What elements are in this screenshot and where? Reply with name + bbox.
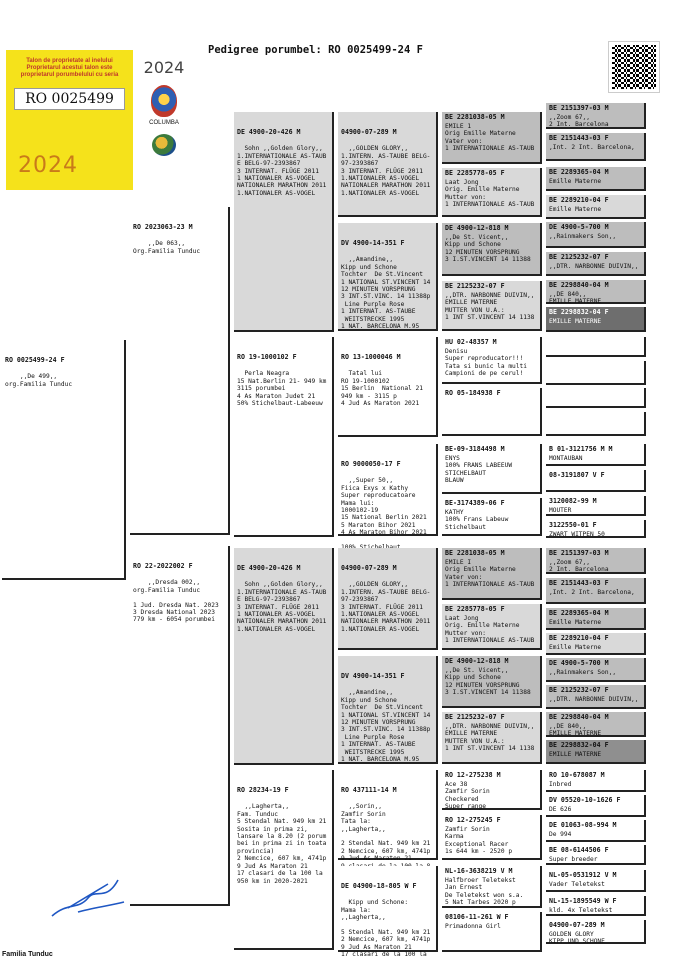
pigeon-card-gen5 <box>442 337 542 384</box>
card-ring: DE 4900-20-426 M <box>237 127 301 136</box>
card-text: MONTAUBAN <box>549 454 583 462</box>
pigeon-card-gen6-empty <box>546 337 646 357</box>
pigeon-card-gen6-empty <box>546 361 646 385</box>
pigeon-card-gen5 <box>442 815 542 860</box>
pigeon-card-ggp <box>338 656 438 764</box>
card-text: Ace 38 Zamfir Sorin Checkered Super range <box>445 780 490 811</box>
card-ring: BE 2125232-07 F <box>549 253 609 261</box>
pigeon-card-dam <box>130 546 230 906</box>
card-ring: RO 9000050-17 F <box>341 459 401 468</box>
card-ring: DE 4900-20-426 M <box>237 563 301 572</box>
card-text: De 994 <box>549 830 572 838</box>
card-ring: NL-15-1895549 W F <box>549 897 617 905</box>
pigeon-card-gen6 <box>546 167 646 191</box>
card-text: Laat Jong Orig. Emille Materne Mutter von: 1 INTERNATIONALE AS-TAUB <box>445 178 535 209</box>
pigeon-card-gen6 <box>546 520 646 538</box>
card-text: ,,Super 50,, Fiica Exys x Kathy Super reproducatoare Mama lui: 1000102-19 15 National Berlin 2021 5 Maraton Bihor 2021 4 As Maraton Bihor 2021 <box>341 477 427 537</box>
card-text: ,,Zoom 67,, 2 Int. Barcelona <box>549 558 609 574</box>
pigeon-card-gen6 <box>546 252 646 276</box>
card-text: ,,Rainmakers Son,, <box>549 668 617 676</box>
card-text: Perla Neagra 15 Nat.Berlin 21- 949 km 3115 porumbei 4 As Maraton Judet 21 50% Stichelbaut-Labeeuw <box>237 370 327 407</box>
pigeon-card-gen6 <box>546 548 646 574</box>
pigeon-card-gen6 <box>546 133 646 161</box>
card-text: kld. 4x Teletekst <box>549 906 613 914</box>
pigeon-card-grandparent <box>234 548 334 765</box>
card-ring: 3122550-01 F <box>549 521 597 529</box>
card-ring: BE 2125232-07 F <box>445 713 505 721</box>
card-text: ,,DTR. NARBONNE DUIVIN,, EMILLE MATERNE MUTTER VON U.A.: 1 INT ST.VINCENT 14 1138 <box>445 722 535 753</box>
card-text: Sohn ,,Golden Glory,, 1.INTERNATIONALE AS-TAUB E BELG-97-2393867 3 INTERNAT. FLÜGE 2011 1 NATIONALER AS-VOGEL NATIONALER MARATHON 2011 1.NATIONALER AS-VOGEL <box>237 145 327 197</box>
pigeon-card-gen6 <box>546 770 646 792</box>
card-text: Primadonna Girl <box>445 922 501 930</box>
card-ring: BE 2125232-07 F <box>549 686 609 694</box>
ticket-header: Talon de proprietate al inelului Proprietarul acestui talon este proprietarul porumbelului cu seria <box>20 58 119 79</box>
card-text: ,,GOLDEN GLORY,, 1.INTERN. AS-TAUBE BELG- 97-2393867 3 INTERNAT. FLÜGE 2011 1.NATIONALER AS-VOGEL NATIONALER MARATHON 2011 1.NATIONALER AS-VOGEL <box>341 145 431 197</box>
pigeon-card-gen5 <box>442 548 542 600</box>
card-ring: BE 2298832-04 F <box>549 308 609 316</box>
pigeon-card-ggp <box>338 112 438 217</box>
card-ring: BE 2298832-04 F <box>549 741 609 749</box>
card-text: Vader Teletekst <box>549 880 605 888</box>
card-ring: DV 05520-10-1626 F <box>549 796 621 804</box>
card-ring: BE 2281038-05 M <box>445 549 505 557</box>
card-ring: RO 437111-14 M <box>341 785 397 794</box>
pigeon-card-gen6 <box>546 103 646 129</box>
card-text: ,,DTR. NARBONNE DUIVIN,, <box>549 262 639 270</box>
signature-icon <box>48 872 128 922</box>
pigeon-card-gen6 <box>546 307 646 332</box>
pigeon-card-gen5 <box>442 223 542 276</box>
card-text: Super breeder <box>549 855 598 863</box>
card-text: ,,De St. Vicent,, Kipp und Schone 12 MINUTEN VORSPRUNG 3 I.ST.VINCENT 14 11388 <box>445 666 531 697</box>
card-text: ,,Lagherta,, Fam. Tunduc 5 Stendal Nat. 949 km 21 Sosita in prima zi, lansare la 8.20 (2 porum bei in prima zi in toata provincia) 2 Nemcice, 607 km, 4741p 9 Jud As Maraton 21 17 clasari de la 100 la 950 km in 2020-2021 <box>237 803 327 885</box>
side-year: 2024 <box>143 58 185 77</box>
card-ring: BE 2151397-03 M <box>549 549 609 557</box>
card-ring: BE 2151397-03 M <box>549 104 609 112</box>
card-ring: RO 0025499-24 F <box>5 355 65 364</box>
card-text: EMILE 1 Orig Emille Materne Vater von: 1 INTERNATIONALE AS-TAUB <box>445 122 535 153</box>
pigeon-card-gen6 <box>546 222 646 248</box>
pigeon-card-gen6 <box>546 195 646 219</box>
card-ring: BE 2285778-05 F <box>445 605 505 613</box>
pigeon-card-gen5 <box>442 444 542 494</box>
card-text: Inbred <box>549 780 572 788</box>
card-text: ,,Sorin,, Zamfir Sorin Tata la: ,,Lagherta,, 2 Stendal Nat. 949 km 21 2 Nemcice, 607 km, 4741p 9 Jud As Maraton 21 <box>341 803 431 863</box>
pigeon-card-gen5 <box>442 866 542 908</box>
card-ring: 08-3191807 V F <box>549 471 605 479</box>
card-ring: BE 2289210-04 F <box>549 634 609 642</box>
pigeon-card-gen6 <box>546 870 646 892</box>
card-text: ,,Zoom 67,, 2 Int. Barcelona <box>549 113 609 129</box>
card-ring: DE 4900-12-818 M <box>445 224 509 232</box>
card-text: ,,DTR. NARBONNE DUIVIN,, EMILLE MATERNE MUTTER VON U.A.: 1 INT ST.VINCENT 14 1138 <box>445 291 535 322</box>
side-org: COLUMBA <box>149 120 179 126</box>
pigeon-card-gen5 <box>442 712 542 764</box>
card-text: MOUTER <box>549 506 572 514</box>
pigeon-card-gen5 <box>442 112 542 164</box>
card-text: Kipp und Schone: Mama la: ,,Lagherta,, 5 Stendal Nat. 949 km 21 2 Nemcice, 607 km, 4741p 9 Jud As Maraton 21 17 clasari de la 100 la <box>341 899 431 959</box>
card-text: ,,DTR. NARBONNE DUIVIN,, <box>549 695 639 703</box>
card-ring: BE 2281038-05 M <box>445 113 505 121</box>
card-ring: 04900-07-289 M <box>549 921 605 929</box>
pigeon-card-gen6 <box>546 280 646 304</box>
card-text: ,Int. 2 Int. Barcelona, <box>549 143 635 151</box>
card-text: Emille Materne <box>549 643 602 651</box>
pigeon-card-gen5 <box>442 604 542 650</box>
card-ring: BE-3174389-06 F <box>445 499 505 507</box>
card-ring: NL-05-0531912 V M <box>549 871 617 879</box>
card-text: Sohn ,,Golden Glory,, 1.INTERNATIONALE AS-TAUB E BELG-97-2393867 3 INTERNAT. FLÜGE 2011 1 NATIONALER AS-VOGEL NATIONALER MARATHON 2011 1.NATIONALER AS-VOGEL <box>237 581 327 633</box>
pigeon-card-gen6 <box>546 795 646 817</box>
card-ring: 04900-07-289 M <box>341 127 397 136</box>
card-text: Tatal lui RO 19-1000102 15 Berlin National 21 949 km - 3115 p 4 Jud As Maraton 2021 <box>341 370 423 407</box>
card-text: ,Int. 2 Int. Barcelona, <box>549 588 635 596</box>
card-ring: RO 12-275238 M <box>445 771 501 779</box>
pigeon-card-gen6-empty <box>546 388 646 408</box>
pigeon-card-ggp <box>338 337 438 437</box>
card-text: ,,Dresda 002,, org.Familia Tunduc 1 Jud. Dresda Nat. 2023 3 Dresda National 2023 779 km - 6054 porumbei <box>133 579 219 624</box>
card-ring: BE 2298840-04 M <box>549 713 609 721</box>
pigeon-card-grandparent <box>234 112 334 332</box>
pigeon-card-gen6 <box>546 608 646 630</box>
pigeon-card-ggp <box>338 444 438 536</box>
card-ring: 04900-07-289 M <box>341 563 397 572</box>
pigeon-card-gen6 <box>546 685 646 709</box>
pigeon-card-ggp <box>338 770 438 863</box>
card-ring: DE 4900-12-818 M <box>445 657 509 665</box>
card-text: ,,Amandine,, Kipp und Schone Tochter De St.Vincent 1 NATIONAL ST.VINCENT 14 12 MINUTEN VORSPRUNG 3 INT.ST.VINC. 14 11388p Line Purple Rose 1 INTERNAT. AS-TAUBE WEITSTRECKE 1995 1 NAT. BARCELONA M.95 <box>341 256 431 331</box>
pigeon-card-gen6 <box>546 920 646 944</box>
columba-logo-icon <box>151 85 177 117</box>
pigeon-card-ggp <box>338 223 438 331</box>
pigeon-card-gen5 <box>442 388 542 436</box>
card-ring: DV 4900-14-351 F <box>341 238 405 247</box>
pigeon-card-grandparent <box>234 770 334 950</box>
pigeon-card-sire <box>130 207 230 535</box>
card-ring: RO 19-1000102 F <box>237 352 297 361</box>
card-ring: BE-09-3184498 M <box>445 445 505 453</box>
pigeon-card-gen5 <box>442 912 542 952</box>
card-ring: BE 2289365-04 M <box>549 168 609 176</box>
pigeon-card-gen6 <box>546 658 646 682</box>
card-ring: RO 10-678087 M <box>549 771 605 779</box>
card-text: ,,Amandine,, Kipp und Schone Tochter De St.Vincent 1 NATIONAL ST.VINCENT 14 12 MINUTEN VORSPRUNG 3 INT.ST.VINC. 14 11388p Line Purple Rose 1 INTERNAT. AS-TAUBE WEITSTRECKE 1995 1 NAT. BARCELONA M.95 <box>341 689 431 764</box>
pigeon-card-gen5 <box>442 770 542 810</box>
card-text: ,,DE 840,, EMILLE MATERNE <box>549 722 602 738</box>
pigeon-card-gen6 <box>546 470 646 492</box>
card-ring: RO 28234-19 F <box>237 785 289 794</box>
card-ring: BE 2285778-05 F <box>445 169 505 177</box>
pigeon-card-gen6-empty <box>546 412 646 436</box>
qr-code <box>609 42 659 92</box>
card-text: ,,DE 840,, EMILLE MATERNE <box>549 290 602 306</box>
card-text: DE 626 <box>549 805 572 813</box>
card-ring: DE 01063-08-994 M <box>549 821 617 829</box>
card-ring: BE 2289210-04 F <box>549 196 609 204</box>
card-ring: RO 12-275245 F <box>445 816 501 824</box>
card-text: Halfbroer Teletekst Jan Ernest De Teletekst won s.a. 5 Nat Tarbes 2020 p <box>445 876 524 907</box>
card-ring: HU 02-48357 M <box>445 338 497 346</box>
card-text: ,,De 499,, org.Familia Tunduc <box>5 373 73 388</box>
card-text: Emille Materne <box>549 618 602 626</box>
card-ring: BE 2151443-03 F <box>549 134 609 142</box>
card-ring: B 01-3121756 M M <box>549 445 613 453</box>
card-ring: RO 22-2022002 F <box>133 561 193 570</box>
card-text: ,,Rainmakers Son,, <box>549 232 617 240</box>
pigeon-emblem-icon <box>152 134 176 156</box>
card-ring: 08106-11-261 W F <box>445 913 509 921</box>
ticket-year: 2024 <box>18 153 78 178</box>
card-text: ,,De St. Vicent,, Kipp und Schone 12 MINUTEN VORSPRUNG 3 I.ST.VINCENT 14 11388 <box>445 233 531 264</box>
card-ring: BE 2298840-04 M <box>549 281 609 289</box>
ownership-ticket <box>6 50 133 190</box>
card-ring: DE 04900-18-805 W F <box>341 881 417 890</box>
card-text: Zamfir Sorin Karma Exceptional Racer 1s 644 km - 2520 p <box>445 825 513 856</box>
card-text: ,,GOLDEN GLORY,, 1.INTERN. AS-TAUBE BELG- 97-2393867 3 INTERNAT. FLÜGE 2011 1.NATIONALER AS-VOGEL NATIONALER MARATHON 2011 1.NATIONALER AS-VOGEL <box>341 581 431 633</box>
pigeon-card-gen6 <box>546 633 646 655</box>
pigeon-card-gen6 <box>546 712 646 737</box>
pigeon-card-gen6 <box>546 444 646 466</box>
pigeon-card-ggp <box>338 866 438 959</box>
card-ring: RO 2023063-23 M <box>133 222 193 231</box>
card-ring: RO 05-184938 F <box>445 389 501 397</box>
ring-card-side <box>135 52 193 192</box>
card-ring: DV 4900-14-351 F <box>341 671 405 680</box>
card-ring: DE 4900-5-700 M <box>549 659 609 667</box>
card-text: ENYS 100% FRANS LABEEUW STICHELBAUT BLAUW <box>445 454 513 485</box>
pigeon-card-gen6 <box>546 578 646 604</box>
card-ring: RO 13-1000046 M <box>341 352 401 361</box>
pigeon-card-ggp <box>338 548 438 650</box>
card-text: Emille Materne <box>549 205 602 213</box>
card-text: EMILLE MATERNE <box>549 317 602 325</box>
card-text: Emille Materne <box>549 177 602 185</box>
pigeon-card-subject <box>2 340 126 580</box>
owner-footer: Familia Tunduc <box>2 951 53 958</box>
ticket-ring-number: RO 0025499 <box>14 88 125 110</box>
card-text: ZWART WITPEN 50 <box>549 530 605 538</box>
card-text: EMILLE MATERNE <box>549 750 602 758</box>
card-ring: BE 2125232-07 F <box>445 282 505 290</box>
card-ring: NL-16-3638219 V M <box>445 867 513 875</box>
card-ring: DE 4900-5-700 M <box>549 223 609 231</box>
pigeon-card-grandparent <box>234 337 334 537</box>
pigeon-card-gen5 <box>442 281 542 331</box>
card-ring: BE 2289365-04 M <box>549 609 609 617</box>
pigeon-card-gen6 <box>546 496 646 516</box>
card-text: Denisu Super reproducator!!! Tata si bunic la multi Campioni de pe cerul! <box>445 347 527 378</box>
pigeon-card-gen6 <box>546 845 646 865</box>
pigeon-card-gen6 <box>546 896 646 916</box>
card-text: EMILE I Orig Emille Materne Vater von: 1 INTERNATIONALE AS-TAUB <box>445 558 535 589</box>
card-text: KATHY 100% Frans Labeuw Stichelbaut <box>445 508 509 531</box>
card-text: GOLDEN GLORY KIPP UND SCHONE <box>549 930 605 946</box>
card-ring: BE 08-6144506 F <box>549 846 609 854</box>
card-text: Laat Jong Orig. Emille Materne Mutter von: 1 INTERNATIONALE AS-TAUB <box>445 614 535 645</box>
card-ring: BE 2151443-03 F <box>549 579 609 587</box>
card-ring: 3120082-99 M <box>549 497 597 505</box>
pigeon-card-gen6 <box>546 740 646 764</box>
pigeon-card-gen5 <box>442 656 542 708</box>
pigeon-card-gen5 <box>442 498 542 536</box>
pigeon-card-gen5 <box>442 168 542 217</box>
page-title: Pedigree porumbel: RO 0025499-24 F <box>208 44 423 56</box>
pigeon-card-gen6 <box>546 820 646 842</box>
card-text: ,,De 063,, Org.Familia Tunduc <box>133 240 201 255</box>
